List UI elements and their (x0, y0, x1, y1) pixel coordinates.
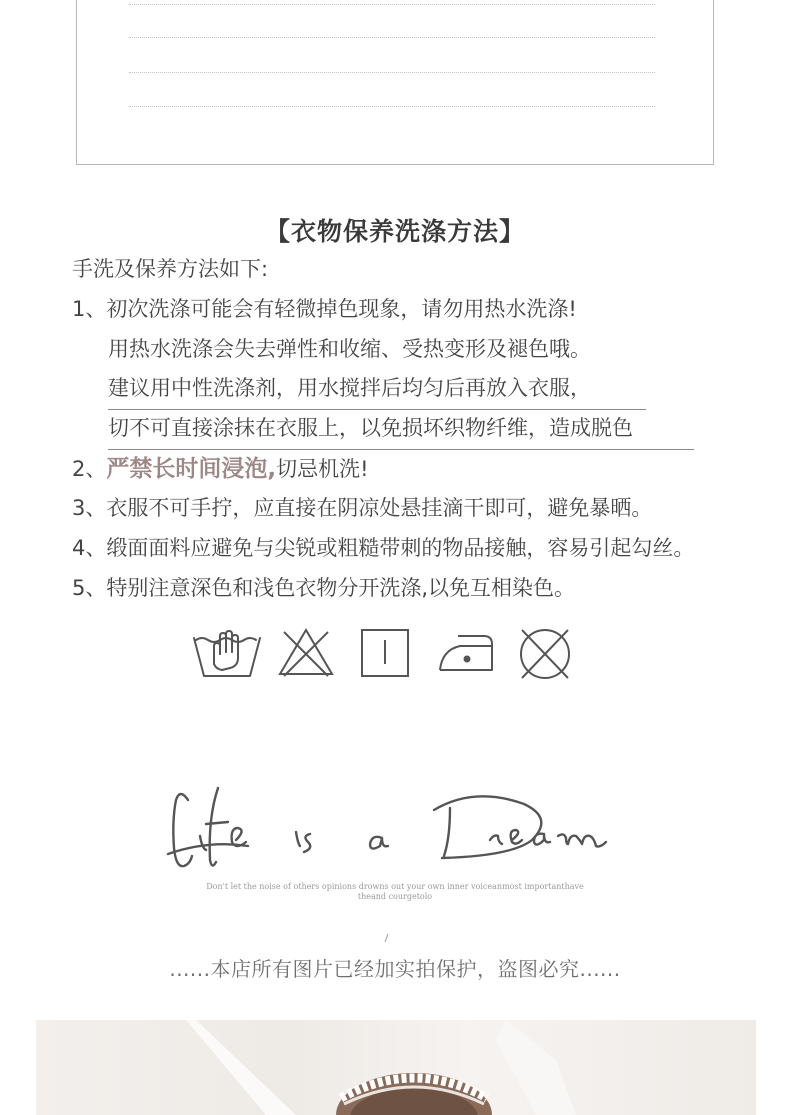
item-text: 用热水洗涤会失去弹性和收缩、受热变形及褪色哦。 (108, 337, 591, 361)
item-text: 特别注意深色和浅色衣物分开洗涤,以免互相染色。 (106, 576, 576, 600)
list-item (72, 494, 652, 522)
form-box (76, 0, 714, 165)
item-text: 切忌机洗! (276, 457, 369, 481)
low-iron-icon (436, 624, 496, 680)
decorative-mark (385, 934, 392, 942)
intro-text: 手洗及保养方法如下: (72, 257, 269, 281)
underline (108, 449, 694, 450)
model-photo (36, 1020, 756, 1115)
dotted-line (129, 72, 655, 73)
item-text: 衣服不可手拧，应直接在阴凉处悬挂滴干即可，避免暴晒。 (106, 496, 653, 520)
care-icons (190, 624, 590, 684)
item-number: 2、 (72, 457, 107, 481)
warning-text: 严禁长时间浸泡, (106, 456, 277, 482)
item-text: 缎面面料应避免与尖锐或粗糙带刺的物品接触，容易引起勾丝。 (106, 536, 695, 560)
no-bleach-icon (276, 624, 336, 680)
no-tumble-dry-icon (516, 624, 576, 682)
item-number: 1、 (72, 297, 107, 321)
list-item (72, 534, 694, 562)
item-text: 切不可直接涂抹在衣服上，以免损坏织物纤维，造成脱色 (108, 416, 633, 440)
dotted-line (129, 4, 655, 5)
item-number: 4、 (72, 536, 107, 560)
dotted-line (129, 37, 655, 38)
signature-tagline: Don't let the noise of others opinions drowns out your own inner voiceanmost importanthave (206, 882, 584, 891)
list-item (72, 574, 575, 602)
photo-content (36, 1020, 756, 1115)
item-number: 5、 (72, 576, 107, 600)
list-item (72, 295, 577, 323)
dotted-line (129, 106, 655, 107)
section-title: 【衣物保养洗涤方法】 (264, 217, 525, 246)
item-number: 3、 (72, 496, 107, 520)
life-is-a-dream-signature (160, 780, 630, 880)
line-dry-icon (360, 624, 412, 680)
item-text: 建议用中性洗涤剂，用水搅拌后均匀后再放入衣服， (108, 376, 591, 400)
list-item (72, 455, 369, 483)
hand-wash-icon (192, 624, 264, 680)
copyright-notice: ......本店所有图片已经加实拍保护，盗图必究...... (169, 957, 621, 981)
signature-tagline: theand courgetolo (357, 892, 433, 901)
underline (108, 409, 646, 410)
item-text: 初次洗涤可能会有轻微掉色现象，请勿用热水洗涤! (106, 297, 577, 321)
